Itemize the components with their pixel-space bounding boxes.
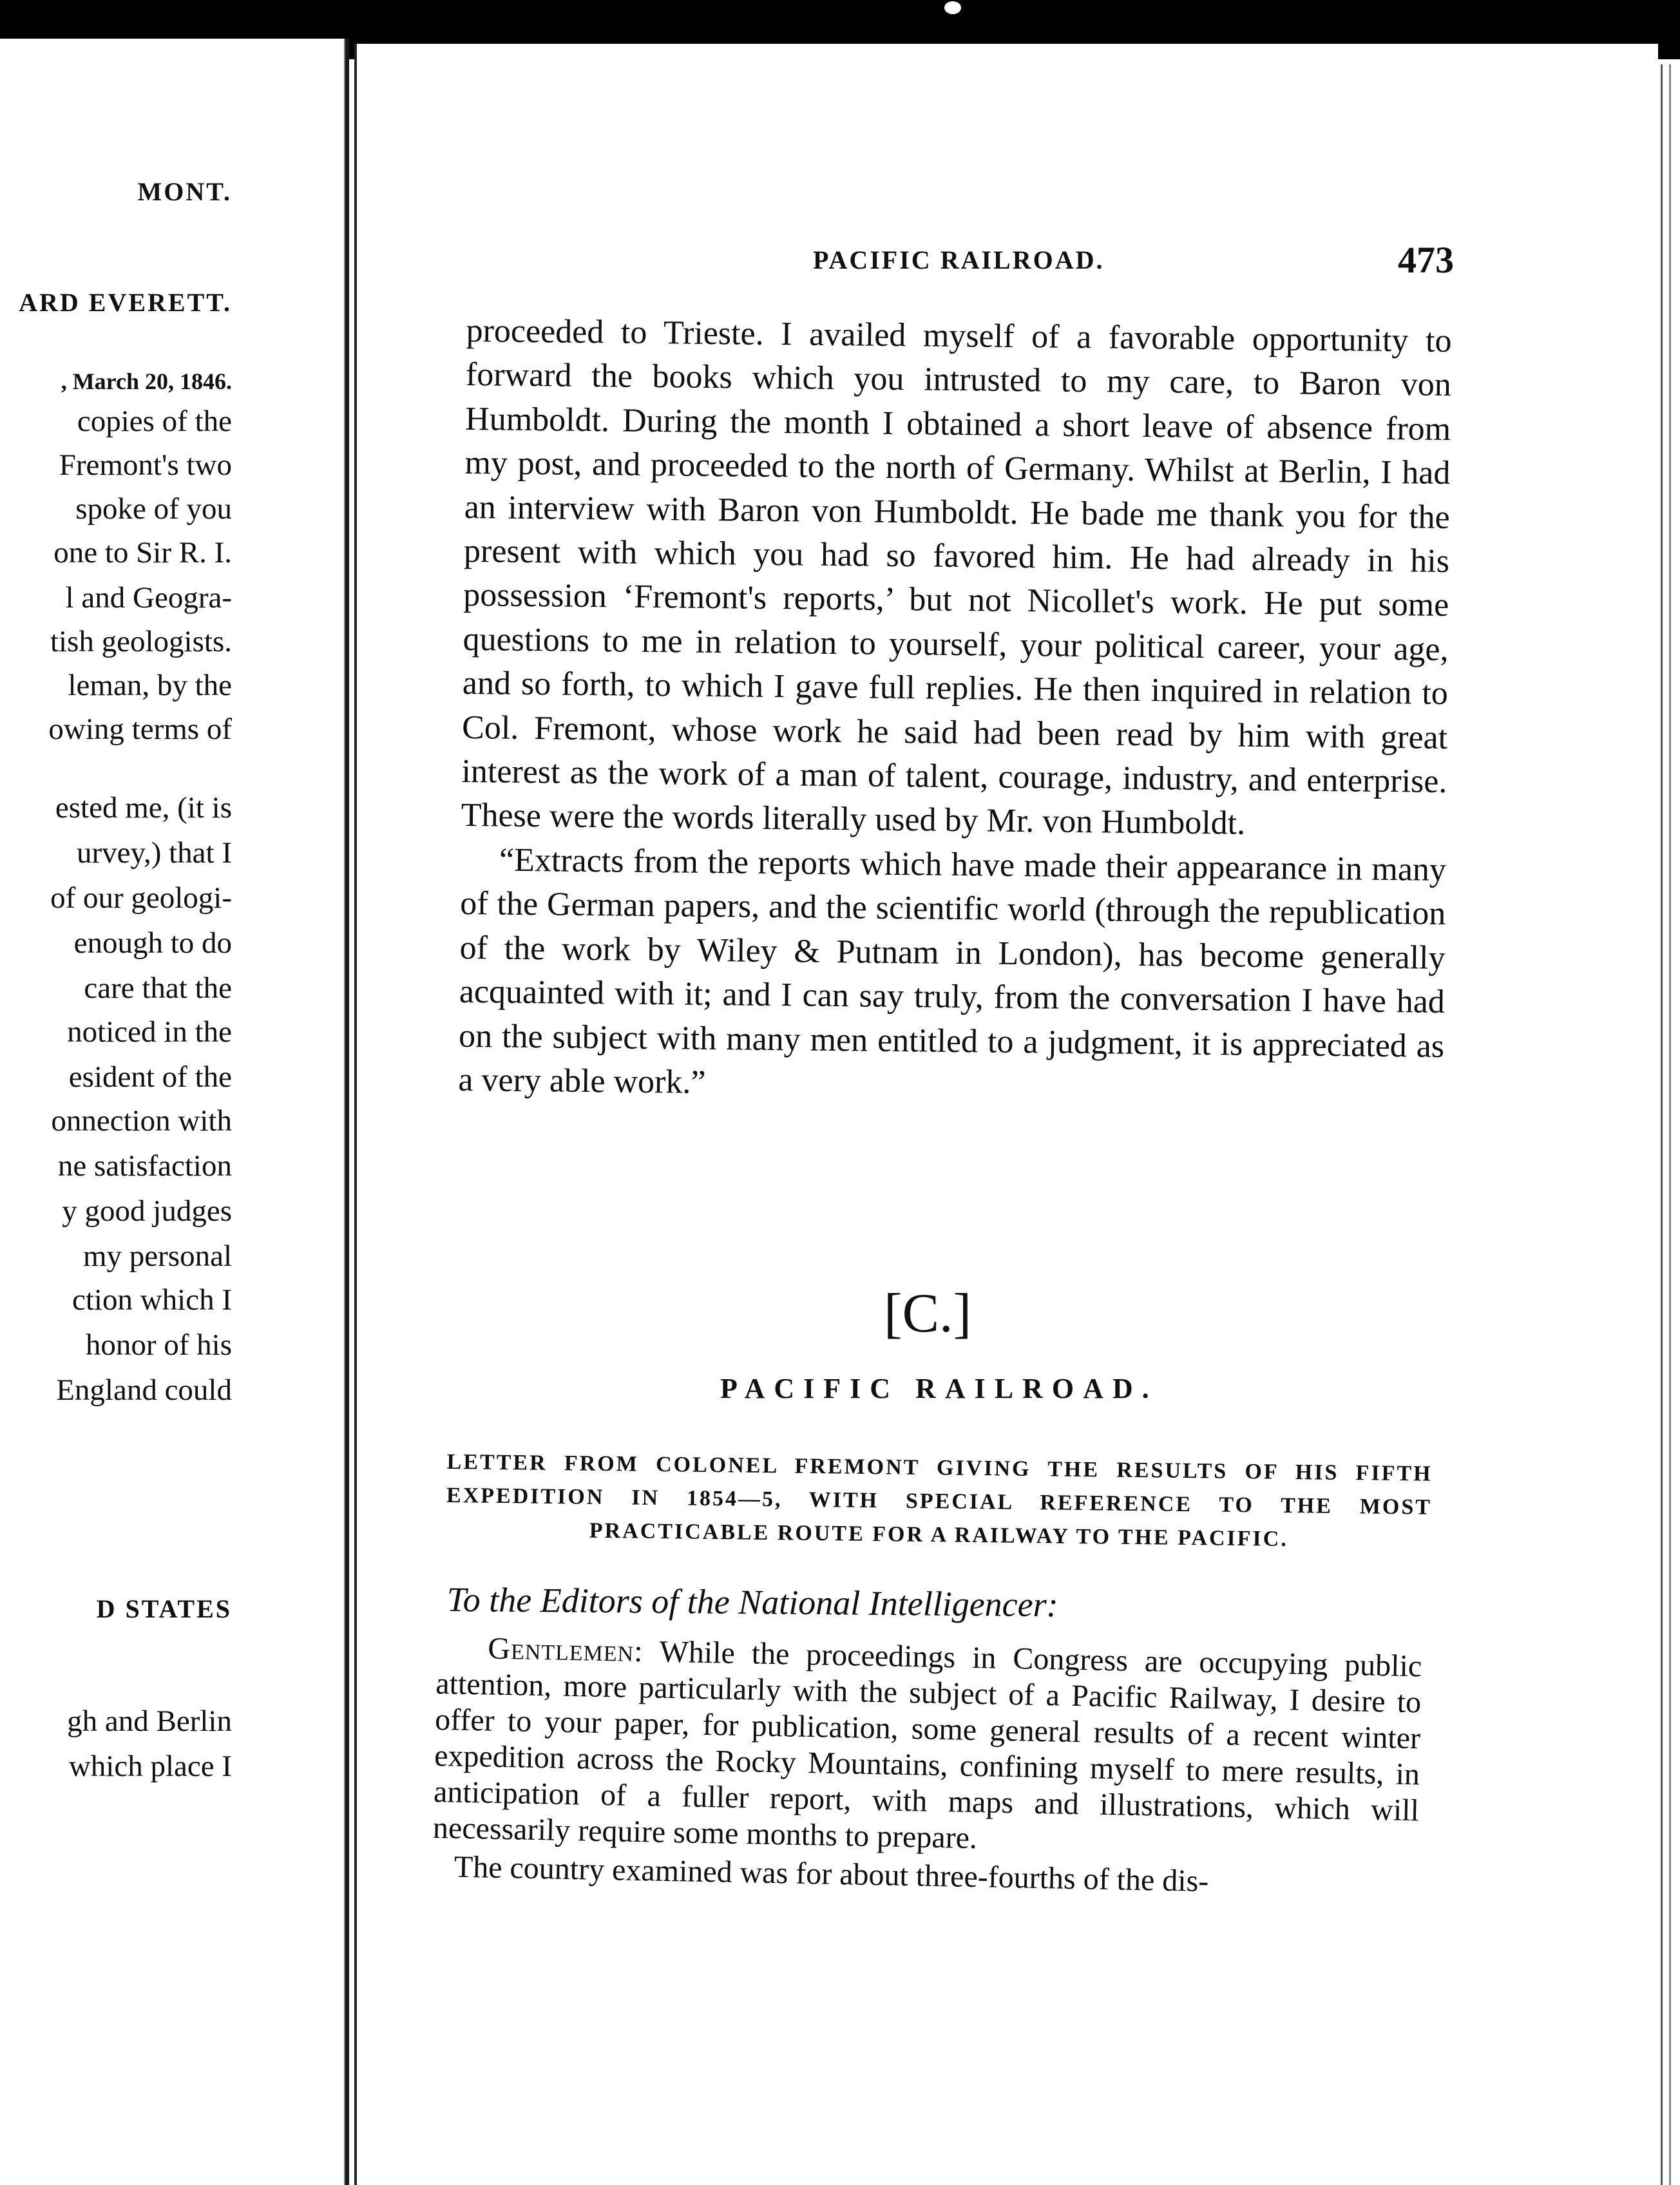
- letter-salutation: To the Editors of the National Intelligencer:: [446, 1580, 1058, 1625]
- left-page-line: my personal: [82, 1239, 232, 1273]
- left-page-line: Fremont's two: [59, 448, 232, 482]
- section-title: PACIFIC RAILROAD.: [720, 1373, 1158, 1404]
- letter-paragraph: [433, 1630, 1422, 1865]
- body-paragraph: “Extracts from the reports which have made their appearance in many of the German papers, and the scientific world (through the republication of the work by Wiley & Putnam in London), has become generally acquainted with it; and I can say truly, from the conversation I have had on the subject with many men entitled to a judgment, it is appreciated as a very able work.”: [458, 841, 1447, 1101]
- left-page-line: esident of the: [68, 1060, 232, 1094]
- page-number: 473: [1398, 239, 1454, 281]
- left-page-line: one to Sir R. I.: [53, 536, 232, 569]
- page-edge: [1661, 64, 1671, 2185]
- left-page-line: owing terms of: [48, 712, 232, 746]
- letter-text: [432, 1630, 1422, 1904]
- left-page-line: England could: [56, 1373, 232, 1407]
- left-page-line: ARD EVERETT.: [19, 288, 232, 317]
- letter-paragraph-text: While the proceedings in Congress are occupying public attention, more particularly with the subject of a Pacific Railway, I desire to offer to your paper, for publication, some general results of a recent winter expedition across the Rocky Mountains, confining myself to mere results, in anticipation of a fuller report, with maps and illustrations, which will necessarily require some months to prepare.: [432, 1634, 1422, 1856]
- left-page-line: l and Geogra-: [65, 581, 232, 615]
- left-page: [0, 39, 349, 2185]
- body-paragraph: proceeded to Trieste. I availed myself of a favorable opportunity to forward the books which you intrusted to my care, to Baron von Humboldt. During the month I obtained a short leave of absence from my post, and proceeded to the north of Germany. Whilst at Berlin, I had an interview with Baron von Humboldt. He bade me thank you for the present with which you had so favored him. He had already in his possession ‘Fremont's reports,’ but not Nicollet's work. He put some questions to me in relation to yourself, your political career, your age, and so forth, to which I gave full replies. He then inquired in relation to Col. Fremont, whose work he said had been read by him with great interest as the work of a man of talent, courage, industry, and enterprise. These were the words literally used by Mr. von Humboldt.: [461, 312, 1452, 843]
- letter-paragraph: The country examined was for about three-fourths of the dis-: [453, 1849, 1209, 1899]
- left-page-line: ne satisfaction: [57, 1149, 232, 1183]
- left-page-line: ested me, (it is: [55, 791, 232, 825]
- body-text: [458, 309, 1452, 1112]
- left-page-line: enough to do: [73, 926, 232, 960]
- left-page-line: leman, by the: [68, 669, 232, 702]
- left-page-line: urvey,) that I: [77, 836, 232, 870]
- running-head: PACIFIC RAILROAD.: [813, 245, 1105, 274]
- left-page-line: which place I: [68, 1750, 232, 1783]
- left-page-line: of our geologi-: [50, 881, 232, 915]
- left-page-line: copies of the: [77, 405, 232, 438]
- scan-blot: [944, 1, 961, 14]
- left-page-line: onnection with: [51, 1104, 232, 1138]
- left-page-line: honor of his: [85, 1328, 232, 1362]
- left-page-line: gh and Berlin: [67, 1704, 232, 1738]
- left-page-line: spoke of you: [75, 492, 232, 526]
- left-page-line: noticed in the: [67, 1015, 232, 1049]
- left-page-line: , March 20, 1846.: [61, 368, 232, 394]
- left-page-line: care that the: [84, 971, 232, 1005]
- left-page-gutter: [325, 39, 345, 2185]
- section-mark: [C.]: [884, 1282, 972, 1344]
- left-page-line: tish geologists.: [50, 625, 232, 658]
- left-page-line: D STATES: [96, 1594, 232, 1623]
- letter-greeting: Gentlemen:: [487, 1631, 644, 1669]
- section-subtitle: LETTER FROM COLONEL FREMONT GIVING THE RESULTS OF HIS FIFTH EXPEDITION IN 1854—5, WITH SPECIAL REFERENCE TO THE MOST PRACTICABLE ROUTE FOR A RAILWAY TO THE PACIFIC.: [446, 1449, 1433, 1551]
- left-page-line: ction which I: [72, 1283, 232, 1317]
- left-page-line: MONT.: [137, 177, 232, 206]
- left-page-line: y good judges: [62, 1194, 232, 1228]
